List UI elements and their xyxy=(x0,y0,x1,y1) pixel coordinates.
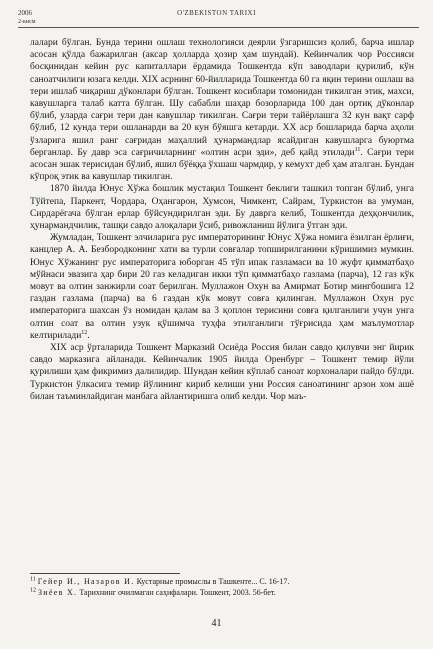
page-number: 41 xyxy=(211,618,222,629)
footnote-author: Зиёев Х. xyxy=(38,587,78,597)
footnote-ref[interactable]: 11 xyxy=(354,146,361,153)
paragraph: лалари бўлган. Бунда терини ошлаш технологияси деярли ўзгаришсиз қолиб, барча ишлар асосан қўлда бажарилган (аксар ҳолларда ҳозир ҳам шундай). Кейинчалик чор Россияси босқинидан кейин рус капиталлари ёрдамида Тошкентда кўп заводлари қурилиб, кўн саноатчилиги юзага келди. XIX асрнинг 60-йилларида Тошкентда 60 га яқин терини ошлаш ва тери ишлаб чиқариш дўконлари бўлган. Тошкент косиблари томонидан тикилган этик, махси, кавушларга талаб катта бўлган. Шу сабабли шаҳар бозорларида 100 дан ортиқ дўконлар бўлиб, уларда сағри тери дан кавушлар тикилган. Сағри тери тайёрлашга 32 кун вақт сарф бўлиб, 12 кунда тери ошланарди ва 20 кун бўяшга кетарди. XX аср бошларида барча аҳоли ўзларига яшил ранг сағридан маҳаллий ҳунармандлар ясайдиган кавушларга буюртма берганлар. Бу давр эса сағричиларнинг «олтин асри эди», деб қайд этилади$^{11}$. Сағри тери асосан эшак терисидан бўлиб, яшил бўёққа ўхшаш чармдир, у кемухт деб ҳам аталган. Бундан кўпроқ этик ва кавушлар тикилган. xyxy=(30,38,414,183)
paragraph-text: Жумладан, Тошкент элчиларига рус императорининг Юнус Хўжа номига ёзилган ёрлиғи, канцлер А. А. Безбородконинг хати ва турли совғалар топширилганини кўришимиз мумкин. Юнус Хўжанинг рус императорига юборган 45 тўп ипак газламаси ва 10 жуфт қимматбаҳо мўйнаси эвазига ҳар бири 20 газ келадиган икки тўп қимматбаҳо газлама (парча), 12 газ кўк мовут ва олтин занжирли соат берилган. Муллажон Охун ва Амирмат Ботир мингбошига 12 газдан газлама (парча) ва 6 газдан кўк мовут совға қилинган. Муллажон Охун рус императорига шахсан ўз номидан қалам ва 3 қоплон терисини совға қилганлиги учун унга олтин соат ва олтин узук қўшимча туҳфа этилганлиги тўғрисида ҳам маълумотлар келтирилади xyxy=(30,233,414,341)
footnote-text: Кустарные промыслы в Ташкенте... С. 16-17. xyxy=(136,577,290,586)
paragraph-text: лалари бўлган. Бунда терини ошлаш технологияси деярли ўзгаришсиз қолиб, барча ишлар асосан қўлда бажарилган (аксар ҳолларда ҳозир ҳам шундай). Кейинчалик чор Россияси босқинидан кейин рус капиталлари ёрдамида Тошкентда кўп заводлари қурилиб, кўн саноатчилиги юзага келди. XIX асрнинг 60-йилларида Тошкентда 60 га яқин терини ошлаш ва тери ишлаб чиқариш дўконлари бўлган. Тошкент косиблари томонидан тикилган этик, махси, кавушларга талаб катта бўлган. Шу сабабли шаҳар бозорларида 100 дан ортиқ дўконлар бўлиб, уларда сағри тери дан кавушлар тикилган. Сағри тери тайёрлашга 32 кун вақт сарф бўлиб, 12 кунда тери ошланарди ва 20 кун бўяшга кетарди. XX аср бошларида барча аҳоли ўзларига яшил ранг сағридан маҳаллий ҳунармандлар ясайдиган кавушларга буюртма берганлар. Бу давр эса сағричиларнинг «олтин асри эди», деб қайд этилади xyxy=(30,38,414,158)
footnote-number: 11 xyxy=(30,576,36,583)
footnote-number: 12 xyxy=(30,586,36,593)
body-text xyxy=(30,37,414,403)
footnote-ref[interactable]: 12 xyxy=(81,329,88,336)
footnote xyxy=(30,577,414,588)
footnote xyxy=(30,588,414,599)
paragraph: Жумладан, Тошкент элчиларига рус императорининг Юнус Хўжа номига ёзилган ёрлиғи, канцлер А. А. Безбородконинг хати ва турли совғалар топширилганини кўришимиз мумкин. Юнус Хўжанинг рус императорига юборган 45 тўп ипак газламаси ва 10 жуфт қимматбаҳо мўйнаси эвазига ҳар бири 20 газ келадиган икки тўп қимматбаҳо газлама (парча), 12 газ кўк мовут ва олтин занжирли соат берилган. Муллажон Охун ва Амирмат Ботир мингбошига 12 газдан газлама (парча) ва 6 газдан кўк мовут совға қилинган. Муллажон Охун рус императорига шахсан ўз номидан қалам ва 3 қоплон терисини совға қилганлиги учун унга олтин соат ва олтин узук қўшимча туҳфа этилганлиги тўғрисида ҳам маълумотлар келтирилади$^{12}$. xyxy=(30,233,414,341)
header-year: 2006 xyxy=(18,9,32,17)
paragraph: 1870 йилда Юнус Хўжа бошлик мустақил Тошкент беклиги ташкил топган бўлиб, унга Тўйтепа, Паркент, Чордара, Оҳангарон, Хумсон, Чимкент, Сайрам, Туркистон ва умуман, Сирдарёгача бўлган ерлар бўйсундирилган эди. Бу даврга келиб, Тошкентда деҳқончилик, ҳунармандчилик, ташқи савдо алоқалари ўсиб, ривожланиш йўлига ўтган эди. xyxy=(30,184,414,232)
paragraph: XIX аср ўрталарида Тошкент Марказий Осиёда Россия билан савдо қилувчи энг йирик савдо марказига айланади. Кейинчалик 1905 йилда Оренбург – Тошкент темир йўли қурилиши ҳам фикримиз далилидир. Шундан кейин кўплаб саноат корхоналари пайдо бўлди. Туркистон ўлкасига темир йўлининг кириб келиши уни Россия саноатининг арзон хом ашё билан таъминлайдиган манбага айлантиришга олиб келди. Чор маъ- xyxy=(30,343,414,402)
header-rule xyxy=(18,27,419,28)
footnote-text: Тарихнинг очилмаган саҳифалари. Тошкент, 2003. 56-бет. xyxy=(79,587,276,597)
header-volume: 2-кисм xyxy=(18,19,36,25)
footnote-rule xyxy=(30,573,180,574)
footnotes xyxy=(30,577,414,598)
footnote-author: Гейер И., Назаров И. xyxy=(37,577,135,586)
running-header-title: O'ZBEKISTON TARIXI xyxy=(177,9,256,17)
